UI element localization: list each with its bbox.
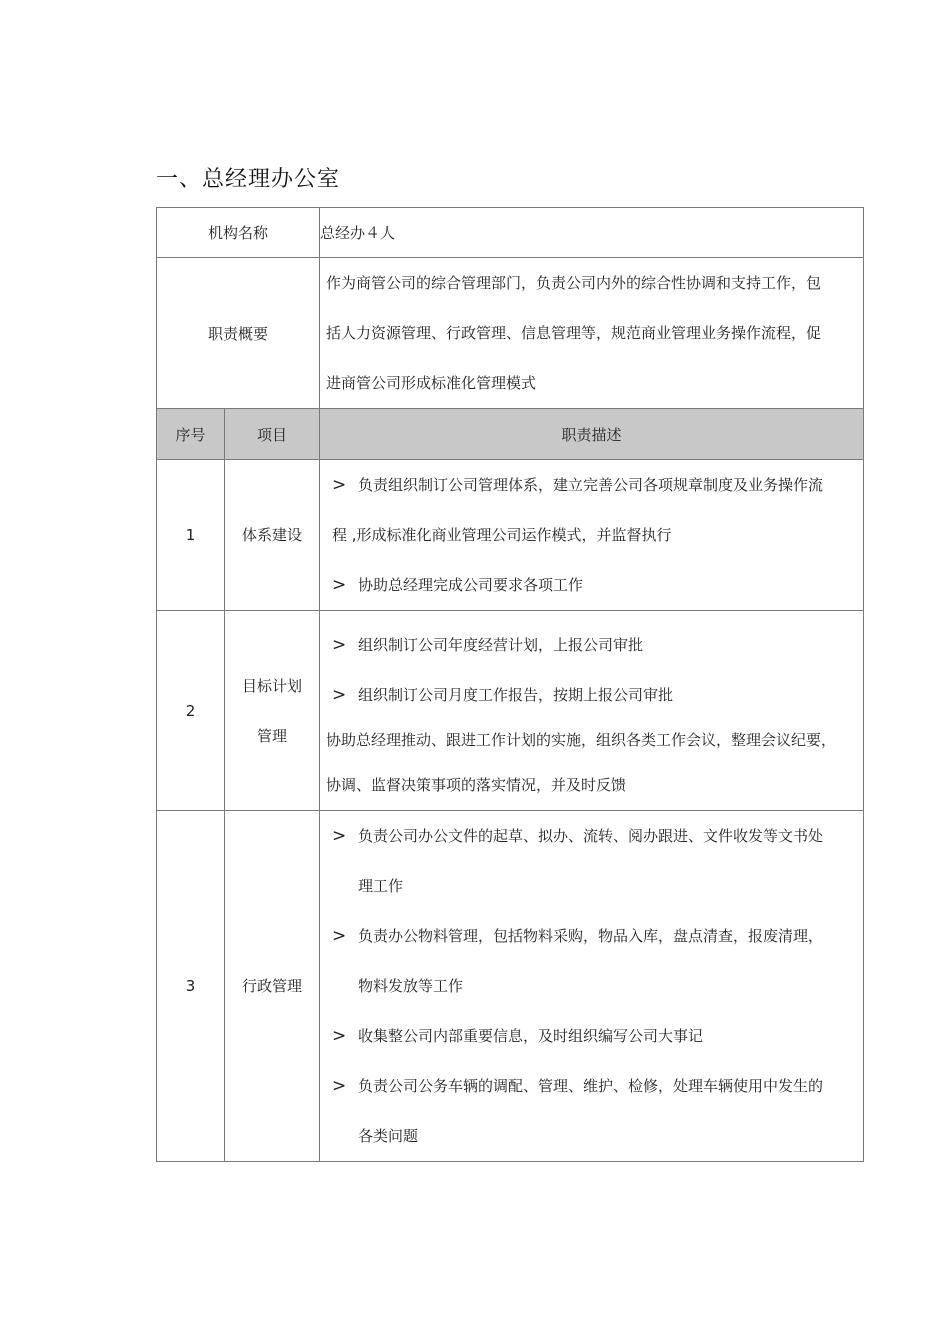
desc-continuation — [320, 510, 863, 560]
row-item-line: 体系建设 — [242, 526, 303, 544]
org-name-label: 机构名称 — [157, 208, 320, 258]
summary-label: 职责概要 — [157, 258, 320, 409]
row-item — [225, 811, 320, 1162]
page-title: 一、总经理办公室 — [156, 167, 341, 192]
row-item-line: 行政管理 — [242, 977, 303, 995]
row-index: 1 — [157, 460, 225, 611]
desc-bullet — [320, 670, 863, 720]
table-row — [157, 460, 864, 611]
bullet-text: 组织制订公司月度工作报告，按期上报公司审批 — [358, 685, 674, 704]
desc-bullet — [320, 560, 863, 610]
chevron-right-icon: > — [332, 1076, 347, 1096]
bullet-text: 各类问题 — [358, 1127, 419, 1145]
bullet-text: 理工作 — [358, 877, 404, 895]
desc-continuation — [320, 1111, 863, 1161]
summary-line: 括人力资源管理、行政管理、信息管理等，规范商业管理业务操作流程，促 — [326, 324, 822, 342]
table-row — [157, 811, 864, 1162]
summary-row — [157, 258, 864, 409]
row-item — [225, 460, 320, 611]
desc-bullet — [320, 1061, 863, 1111]
bullet-text: 负责公司公务车辆的调配、管理、维护、检修，处理车辆使用中发生的 — [358, 1077, 824, 1095]
bullet-text: 收集整公司内部重要信息，及时组织编写公司大事记 — [358, 1027, 704, 1045]
table-header-row — [157, 409, 864, 460]
row-index: 3 — [157, 811, 225, 1162]
row-desc — [320, 611, 864, 811]
header-index: 序号 — [157, 409, 225, 460]
chevron-right-icon: > — [332, 826, 347, 846]
duty-table — [156, 207, 864, 1162]
org-name-row — [157, 208, 864, 258]
chevron-right-icon: > — [332, 1026, 347, 1046]
summary-line: 作为商管公司的综合管理部门，负责公司内外的综合性协调和支持工作，包 — [326, 274, 822, 292]
chevron-right-icon: > — [332, 684, 347, 705]
desc-bullet — [320, 1011, 863, 1061]
desc-plain-line: 协调、监督决策事项的落实情况，并及时反馈 — [326, 775, 627, 794]
row-desc — [320, 811, 864, 1162]
header-desc: 职责描述 — [320, 409, 864, 460]
desc-bullet — [320, 811, 863, 861]
desc-continuation — [320, 861, 863, 911]
bullet-text: 协助总经理完成公司要求各项工作 — [358, 576, 584, 594]
desc-continuation — [320, 961, 863, 1011]
chevron-right-icon: > — [332, 575, 347, 595]
row-item — [225, 611, 320, 811]
summary-cell — [320, 258, 864, 409]
row-item-line: 管理 — [257, 726, 288, 745]
desc-plain-line: 协助总经理推动、跟进工作计划的实施，组织各类工作会议，整理会议纪要， — [326, 730, 837, 749]
bullet-text: 负责办公物料管理，包括物料采购，物品入库，盘点清查，报废清理， — [358, 927, 824, 945]
row-desc — [320, 460, 864, 611]
row-item-line: 目标计划 — [242, 676, 303, 695]
chevron-right-icon: > — [332, 926, 347, 946]
table-row — [157, 611, 864, 811]
row-index: 2 — [157, 611, 225, 811]
desc-bullet — [320, 460, 863, 510]
bullet-text: 负责公司办公文件的起草、拟办、流转、阅办跟进、文件收发等文书处 — [358, 827, 824, 845]
bullet-text: 物料发放等工作 — [358, 977, 464, 995]
bullet-text: 负责组织制订公司管理体系，建立完善公司各项规章制度及业务操作流 — [358, 476, 824, 494]
chevron-right-icon: > — [332, 475, 347, 495]
header-item: 项目 — [225, 409, 320, 460]
desc-bullet — [320, 620, 863, 670]
summary-line: 进商管公司形成标准化管理模式 — [326, 374, 537, 392]
org-name-value: 总经办４人 — [320, 208, 864, 258]
chevron-right-icon: > — [332, 634, 347, 655]
desc-bullet — [320, 911, 863, 961]
bullet-text: 程 ,形成标准化商业管理公司运作模式，并监督执行 — [332, 526, 672, 544]
bullet-text: 组织制订公司年度经营计划，上报公司审批 — [358, 635, 644, 654]
